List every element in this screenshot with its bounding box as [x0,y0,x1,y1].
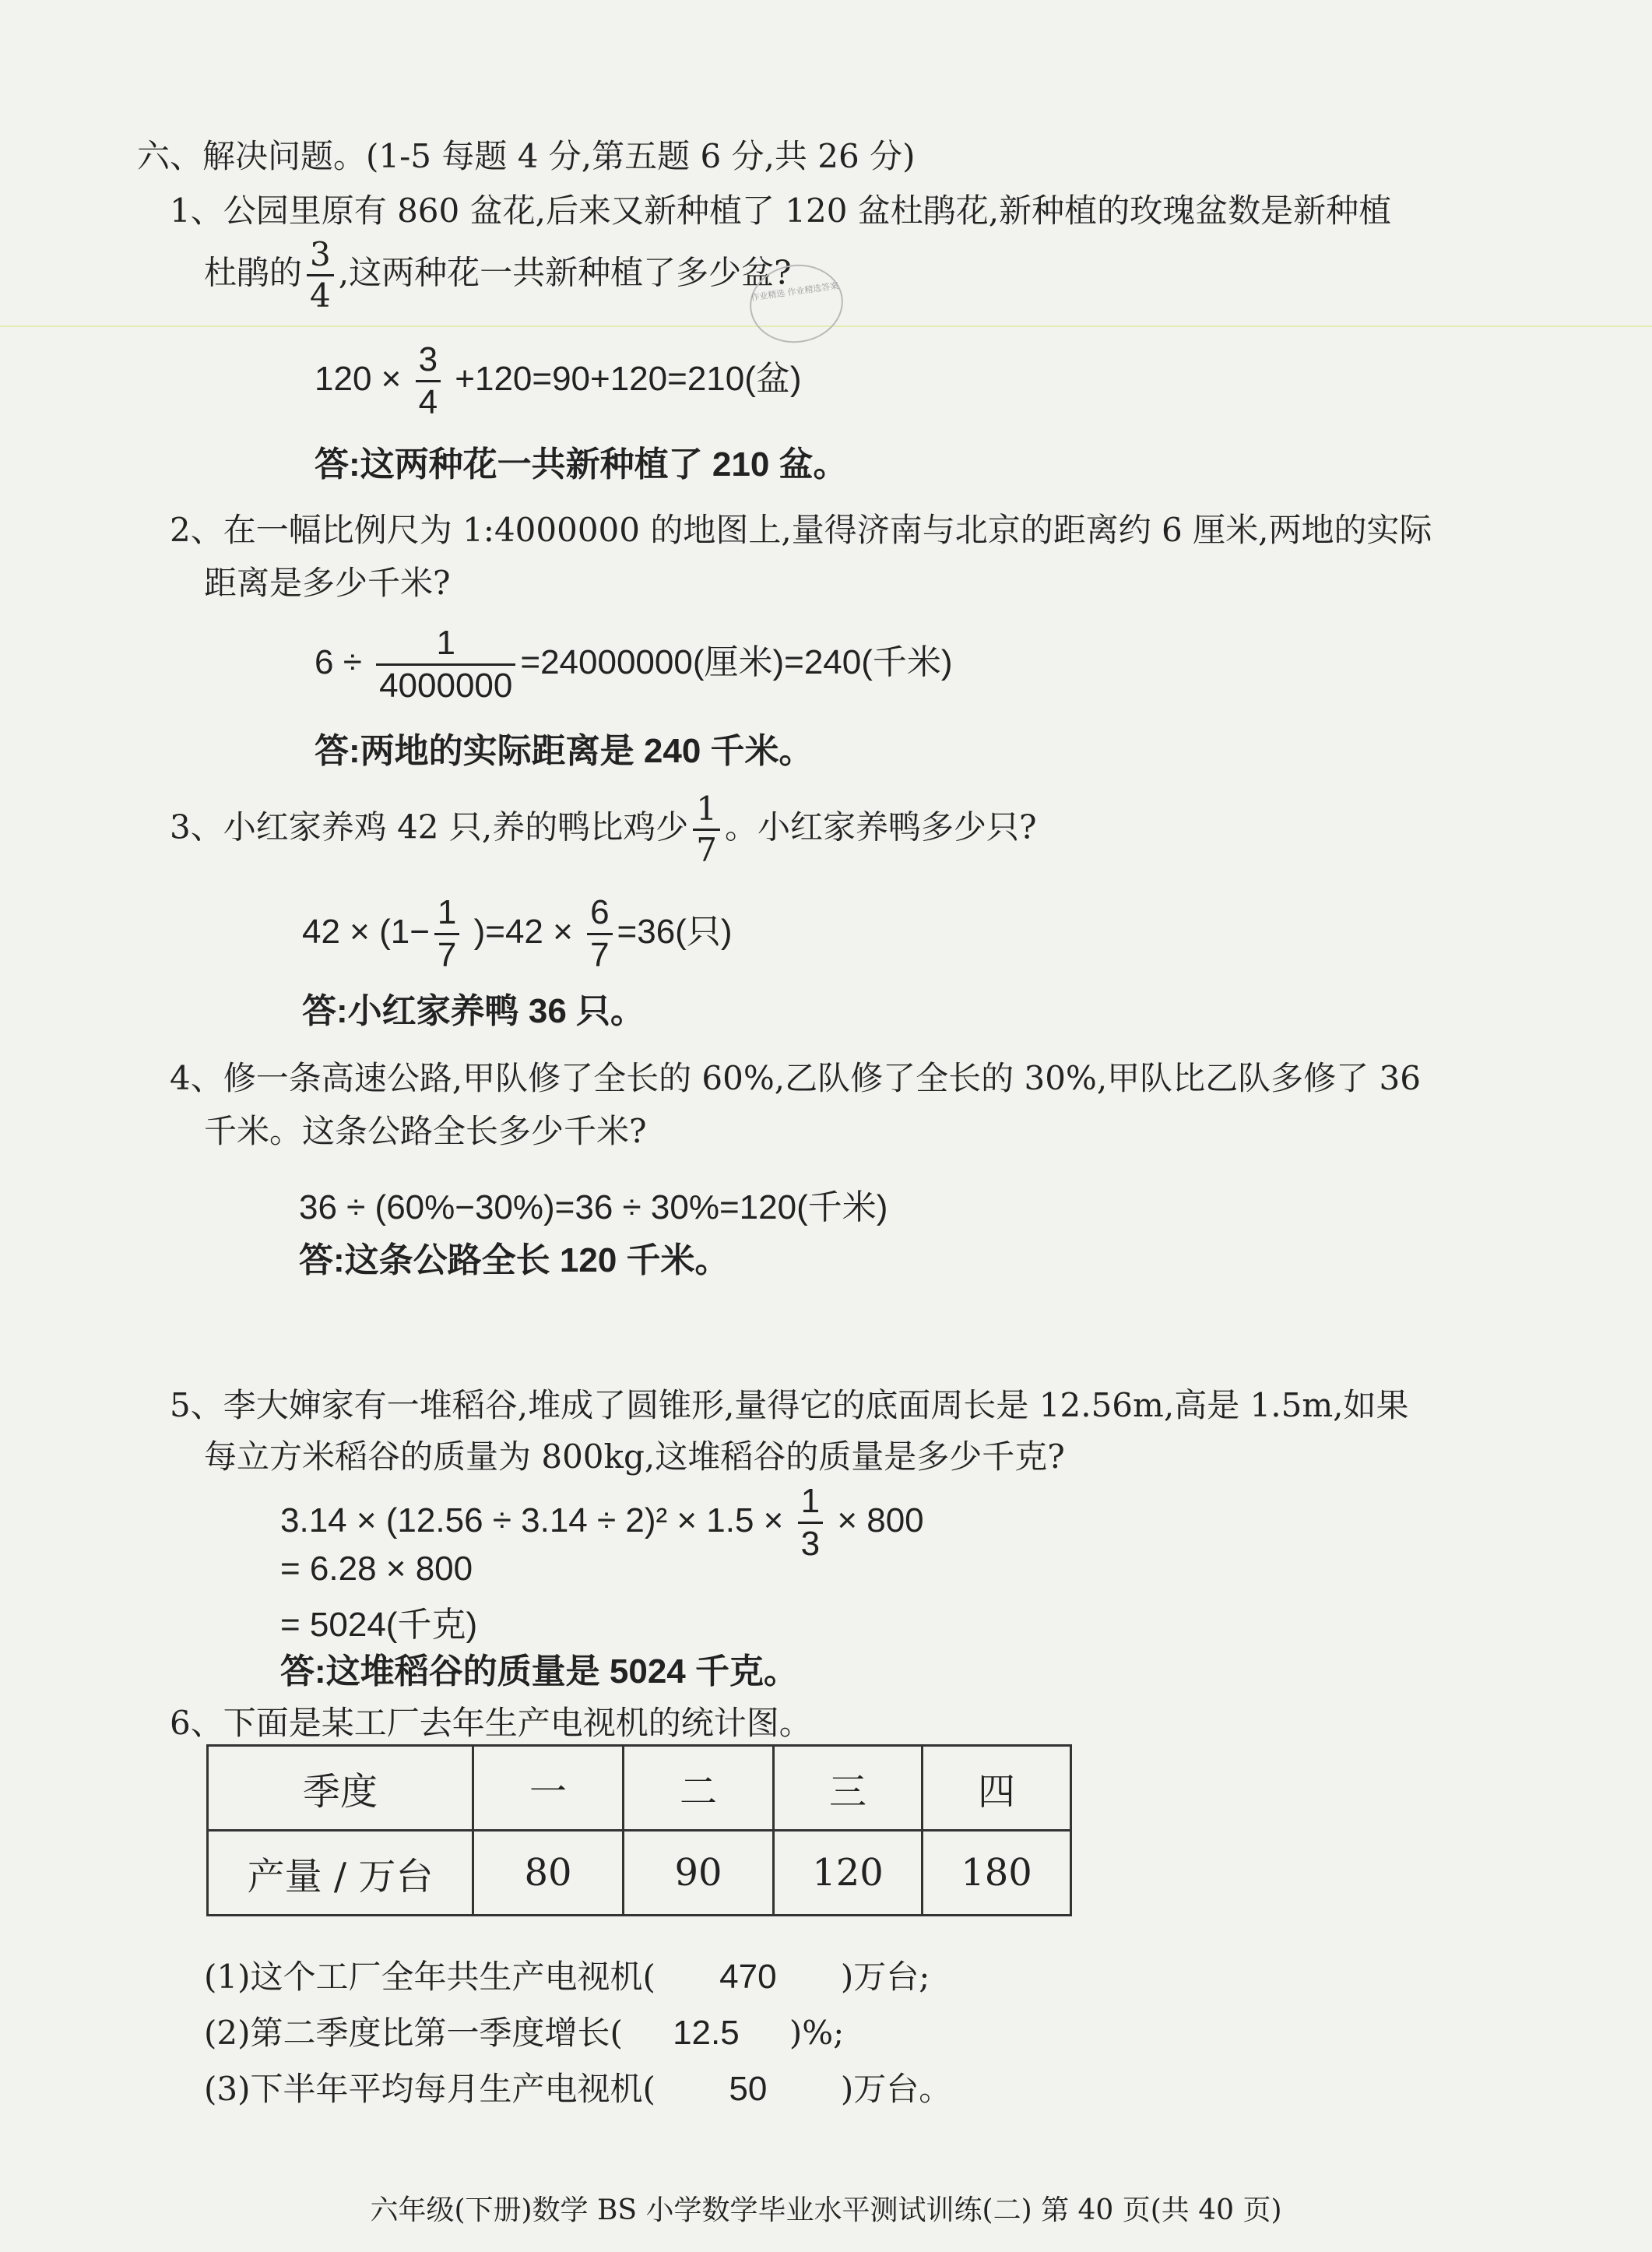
fraction [587,893,612,974]
question-2-work [315,626,953,703]
question-1-line-1: 1、公园里原有 860 盆花,后来又新种植了 120 盆杜鹃花,新种植的玫瑰盆数是新种植 [170,192,1392,230]
question-2-answer: 答:两地的实际距离是 240 千米。 [315,732,814,770]
table-cell: 180 [923,1831,1071,1916]
fraction [416,340,441,421]
question-5-work-3: = 5024(千克) [280,1606,478,1644]
question-4-line-1: 4、修一条高速公路,甲队修了全长的 60%,乙队修了全长的 30%,甲队比乙队多修了 36 [170,1059,1421,1097]
denominator: 4000000 [376,663,515,703]
question-3-answer: 答:小红家养鸭 36 只。 [302,992,645,1030]
table-cell: 90 [624,1831,774,1916]
fraction [376,626,515,703]
work-text-b: =24000000(厘米)=240(千米) [520,643,953,682]
sub-question-text: (3)下半年平均每月生产电视机( [204,2070,656,2108]
question-6-sub-1 [204,1951,930,1998]
question-6-intro: 6、下面是某工厂去年生产电视机的统计图。 [170,1704,812,1742]
question-1-work [315,340,802,421]
numerator: 6 [590,893,610,931]
question-1-answer: 答:这两种花一共新种植了 210 盆。 [315,445,848,484]
question-2-line-2: 距离是多少千米? [204,564,451,602]
table-header-cell: 一 [473,1746,624,1831]
work-text-a: 42 × (1− [302,913,430,952]
question-1-line-2 [204,235,792,315]
filled-answer: 50 [729,2070,768,2108]
question-3-text-b: 。小红家养鸭多少只? [724,808,1037,846]
fraction [693,790,720,869]
numerator: 3 [310,235,331,273]
sub-question-text: )万台; [840,1958,930,1996]
denominator: 4 [416,380,441,420]
question-1-text-a: 杜鹃的 [204,253,303,292]
question-4-work: 36 ÷ (60%−30%)=36 ÷ 30%=120(千米) [299,1188,888,1226]
work-text-b: +120=90+120=210(盆) [445,360,802,399]
question-5-line-2: 每立方米稻谷的质量为 800kg,这堆稻谷的质量是多少千克? [204,1437,1065,1476]
section-title: 六、解决问题。(1-5 每题 4 分,第五题 6 分,共 26 分) [137,137,916,175]
question-4-line-2: 千米。这条公路全长多少千米? [204,1112,647,1150]
question-5-work-2: = 6.28 × 800 [280,1550,473,1588]
question-6-sub-3 [204,2064,951,2110]
table-header-cell: 四 [923,1746,1071,1831]
work-text-a: 3.14 × (12.56 ÷ 3.14 ÷ 2)² × 1.5 × [280,1501,793,1540]
stamp-text: 作业精选 作业精选答案 [750,280,839,303]
numerator: 1 [696,790,717,828]
fraction [307,235,334,315]
filled-answer: 12.5 [673,2014,740,2052]
denominator: 7 [587,933,612,973]
table-header-cell: 三 [774,1746,923,1831]
table-header-cell: 二 [624,1746,774,1831]
work-text-b: × 800 [828,1501,924,1540]
fraction [798,1484,823,1561]
numerator: 1 [437,893,457,931]
work-text-b: )=42 × [464,913,583,952]
table-cell: 80 [473,1831,624,1916]
filled-answer: 470 [719,1958,777,1996]
question-5-answer: 答:这堆稻谷的质量是 5024 千克。 [280,1652,798,1691]
question-4-answer: 答:这条公路全长 120 千米。 [299,1241,729,1279]
question-2-line-1: 2、在一幅比例尺为 1:4000000 的地图上,量得济南与北京的距离约 6 厘米,两地的实际 [170,511,1432,549]
sub-question-text: (1)这个工厂全年共生产电视机( [204,1958,656,1996]
denominator: 3 [798,1522,823,1561]
question-1-text-b: ,这两种花一共新种植了多少盆? [338,253,792,292]
denominator: 7 [693,829,720,867]
sub-question-text: )%; [789,2014,845,2052]
table-row [208,1746,1071,1831]
question-3-work [302,893,733,974]
table-header-cell: 季度 [208,1746,473,1831]
production-table [206,1744,1072,1916]
numerator: 1 [436,624,455,662]
table-cell: 产量 / 万台 [208,1831,473,1916]
sub-question-text: )万台。 [840,2070,952,2108]
question-3-line [170,790,1037,869]
question-6-sub-2 [204,2007,844,2054]
table-row [208,1831,1071,1916]
work-text-a: 6 ÷ [315,643,372,682]
numerator: 1 [800,1482,821,1520]
page-footer: 六年级(下册)数学 BS 小学数学毕业水平测试训练(二) 第 40 页(共 40 页) [370,2194,1282,2226]
work-text-c: =36(只) [617,913,733,952]
fraction [434,893,459,974]
denominator: 4 [307,274,334,312]
work-text-a: 120 × [315,360,411,399]
question-3-text-a: 3、小红家养鸡 42 只,养的鸭比鸡少 [170,808,689,846]
table-cell: 120 [774,1831,923,1916]
sub-question-text: (2)第二季度比第一季度增长( [204,2014,623,2052]
denominator: 7 [434,933,459,973]
question-5-line-1: 5、李大婶家有一堆稻谷,堆成了圆锥形,量得它的底面周长是 12.56m,高是 1.5m,如果 [170,1386,1409,1424]
numerator: 3 [418,340,438,378]
